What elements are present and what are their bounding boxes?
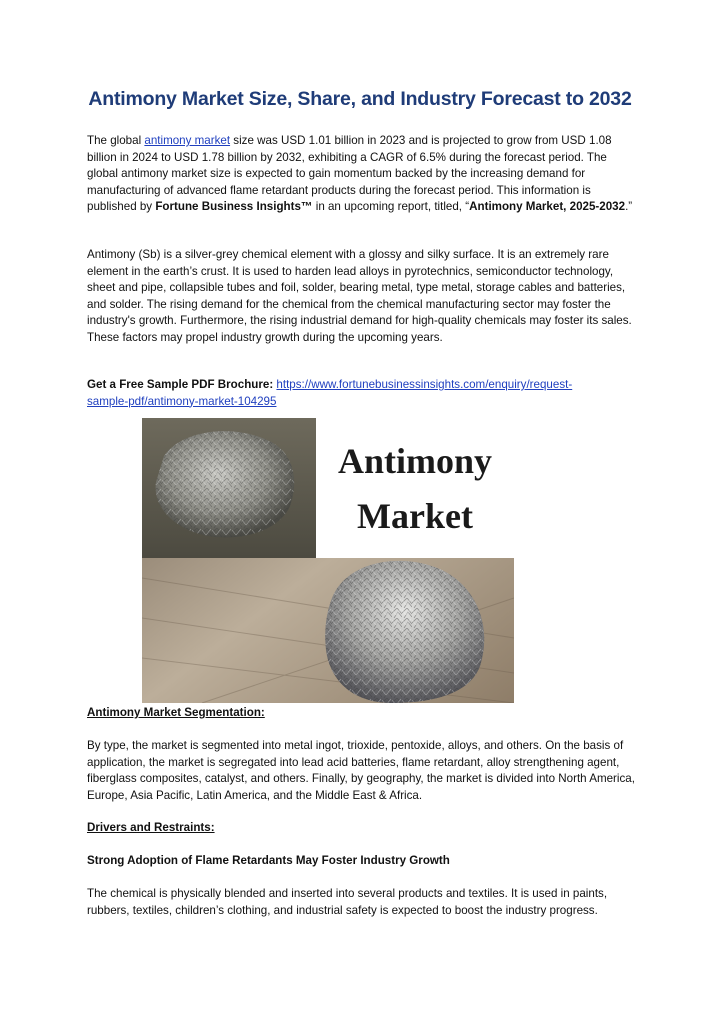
intro-text-1: The global [87, 134, 145, 147]
image-title-line-2: Market [357, 496, 473, 536]
intro-paragraph [87, 133, 637, 216]
sample-url-line-2: sample-pdf/antimony-market-104295 [87, 394, 277, 408]
sample-url-line-1: https://www.fortunebusinessinsights.com/enquiry/request- [276, 378, 573, 391]
drivers-subheading: Strong Adoption of Flame Retardants May Foster Industry Growth [87, 854, 450, 867]
page-title: Antimony Market Size, Share, and Industry Forecast to 2032 [88, 88, 632, 110]
intro-text-2: size was USD 1.01 billion in 2023 and is projected to grow from USD 1.08 billion in 2024 to USD 1.78 billion by 2032, exhibiting a CAGR of 6.5% during the forecast period. The global antimony market size is expected to gain momentum backed by the increasing demand for manufacturing of advanced flame retardant products during the forecast period. This information is published by [87, 134, 612, 214]
intro-text-3: in an upcoming report, titled, “ [312, 200, 470, 214]
intro-text-4: .” [625, 200, 633, 214]
publisher-name: Fortune Business Insights™ [155, 200, 313, 214]
antimony-illustration [142, 418, 514, 703]
antimony-market-link[interactable]: antimony market [144, 134, 231, 147]
sample-paragraph [87, 377, 637, 410]
drivers-paragraph: The chemical is physically blended and inserted into several products and textiles. It is used in paints, rubbers, textiles, children’s clothing, and industrial safety is expected to boost the industry progress. [87, 887, 608, 917]
antimony-market-image [142, 418, 514, 703]
drivers-heading: Drivers and Restraints: [87, 821, 215, 834]
segmentation-heading: Antimony Market Segmentation: [87, 706, 265, 719]
segmentation-paragraph: By type, the market is segmented into metal ingot, trioxide, pentoxide, alloys, and others. On the basis of application, the market is segregated into lead acid batteries, flame retardant, alloy strengthening agent, fiberglass composites, catalyst, and others. Finally, by geography, the market is divided into North America, Europe, Asia Pacific, Latin America, and the Middle East & Africa. [87, 739, 635, 802]
sample-label: Get a Free Sample PDF Brochure: [87, 378, 277, 391]
report-title: Antimony Market, 2025-2032 [469, 200, 626, 214]
image-title-line-1: Antimony [337, 441, 493, 481]
about-paragraph: Antimony (Sb) is a silver-grey chemical element with a glossy and silky surface. It is an extremely rare element in the earth’s crust. It is used to harden lead alloys in pyrotechnics, semiconductor technology, sheet and pipe, collapsible tubes and foil, solder, bearing metal, type metal, storage cables and batteries, and solder. The rising demand for the chemical from the chemical manufacturing sector may foster the industry's growth. Furthermore, the rising industrial demand for high-quality chemicals may foster its sales. These factors may propel industry growth during the upcoming years. [87, 248, 632, 344]
